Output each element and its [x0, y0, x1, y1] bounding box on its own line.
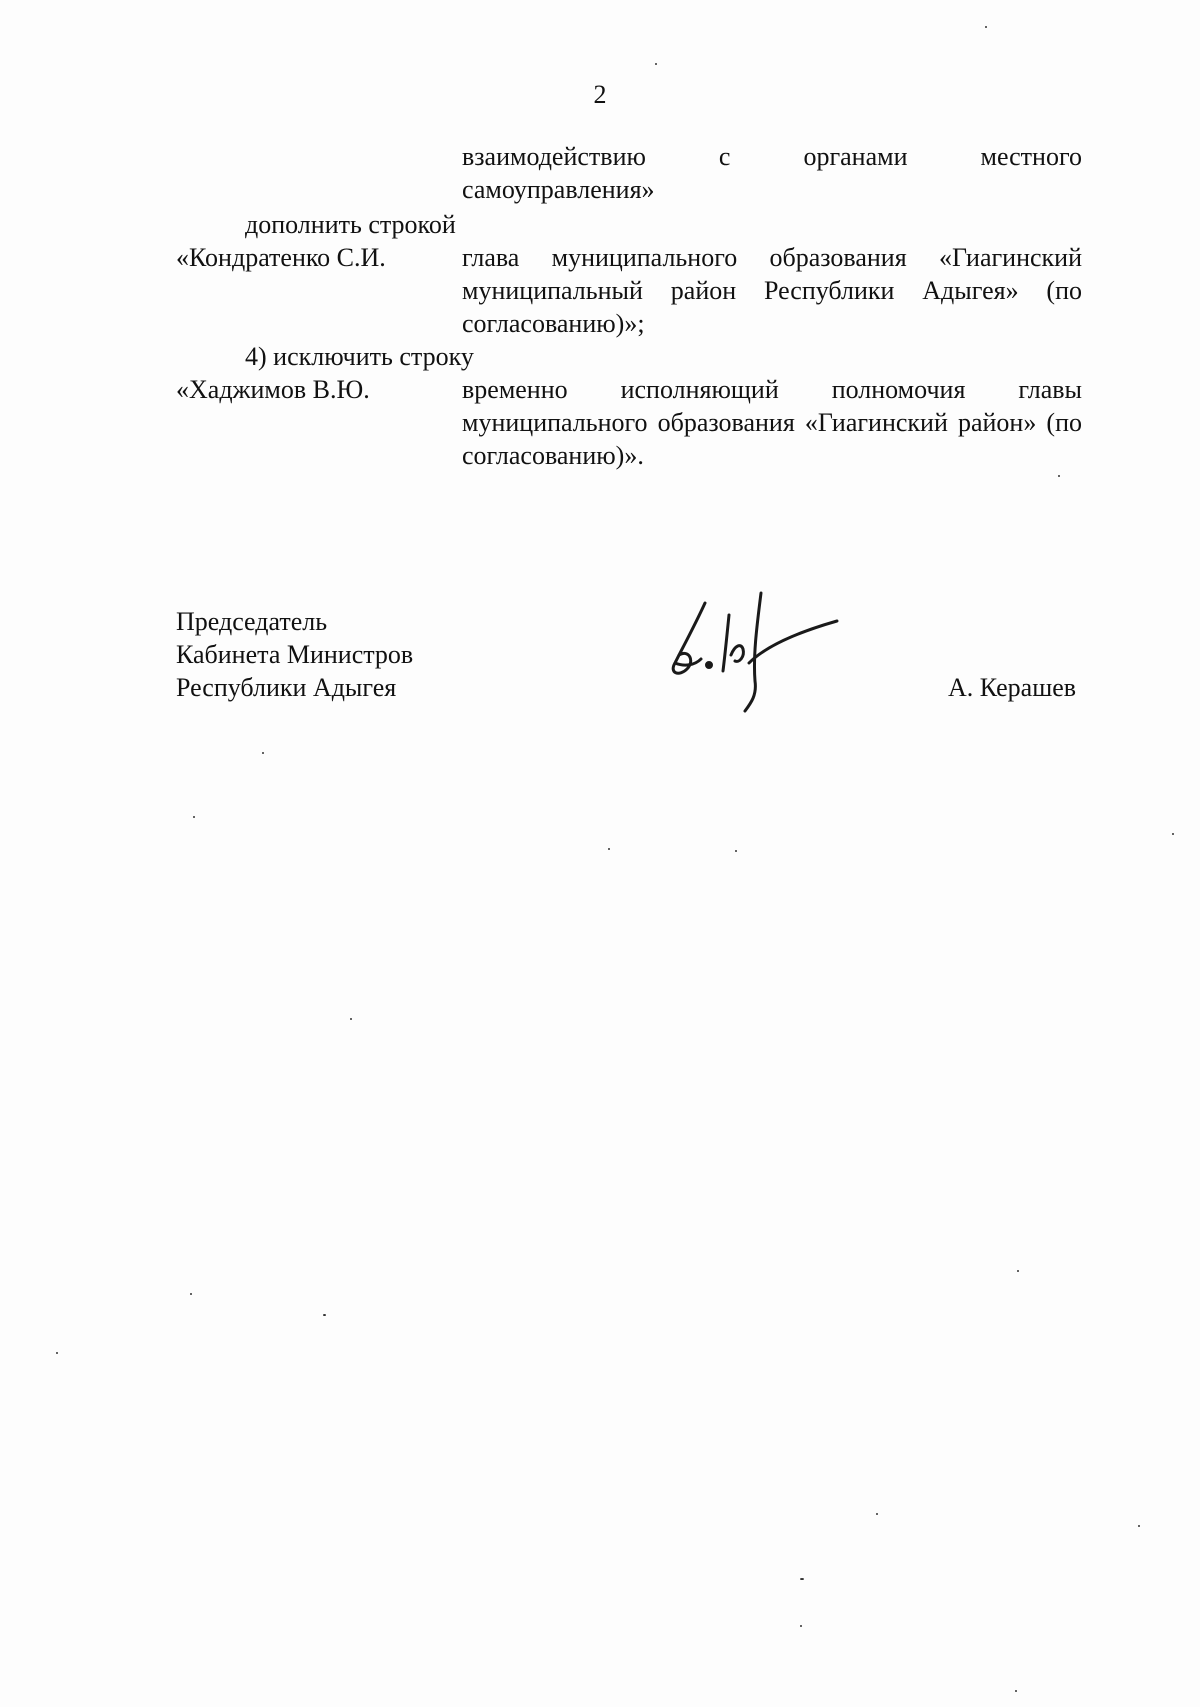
entry-add-text: глава муниципального образования «Гиагинский муниципальный район Республики Адыгея» (по согласованию)»; — [462, 243, 1082, 338]
scan-speck — [190, 1293, 192, 1295]
scan-speck — [56, 1352, 58, 1354]
scan-speck — [655, 63, 657, 65]
scan-speck — [1015, 1690, 1017, 1692]
scan-speck — [1017, 1270, 1019, 1272]
scan-speck — [193, 816, 195, 818]
continuation-line-1 — [462, 140, 1082, 173]
scan-speck — [876, 1513, 878, 1515]
page-number: 2 — [593, 80, 607, 109]
continuation-word: с — [718, 142, 731, 171]
signatory-position-line-3: Республики Адыгея — [176, 673, 397, 702]
signatory-position-line-1: Председатель — [176, 607, 328, 636]
continuation-word: органами — [803, 142, 908, 171]
entry-exclude-text: временно исполняющий полномочия главы муниципального образования «Гиагинский район» (по согласованию)». — [462, 375, 1082, 470]
scan-speck — [1058, 475, 1060, 477]
entry-add-name: «Кондратенко С.И. — [176, 243, 386, 272]
scan-speck — [735, 850, 737, 852]
scan-speck — [1138, 1525, 1140, 1527]
exclude-instruction: 4) исключить строку — [245, 342, 474, 371]
scan-speck — [323, 1314, 326, 1316]
scan-speck — [608, 848, 610, 850]
scan-speck — [800, 1625, 802, 1627]
scan-speck — [1172, 833, 1174, 835]
scan-speck — [985, 26, 987, 28]
scan-speck — [262, 752, 264, 754]
add-instruction: дополнить строкой — [245, 210, 456, 239]
entry-exclude-name: «Хаджимов В.Ю. — [176, 375, 370, 404]
signatory-name: А. Керашев — [948, 673, 1077, 702]
continuation-word: местного — [980, 142, 1082, 171]
signatory-position-line-2: Кабинета Министров — [176, 640, 414, 669]
continuation-line-2: самоуправления» — [462, 175, 655, 204]
continuation-word: взаимодействию — [462, 142, 646, 171]
scan-speck — [800, 1578, 804, 1580]
scan-speck — [350, 1018, 352, 1020]
handwritten-signature — [665, 585, 865, 715]
